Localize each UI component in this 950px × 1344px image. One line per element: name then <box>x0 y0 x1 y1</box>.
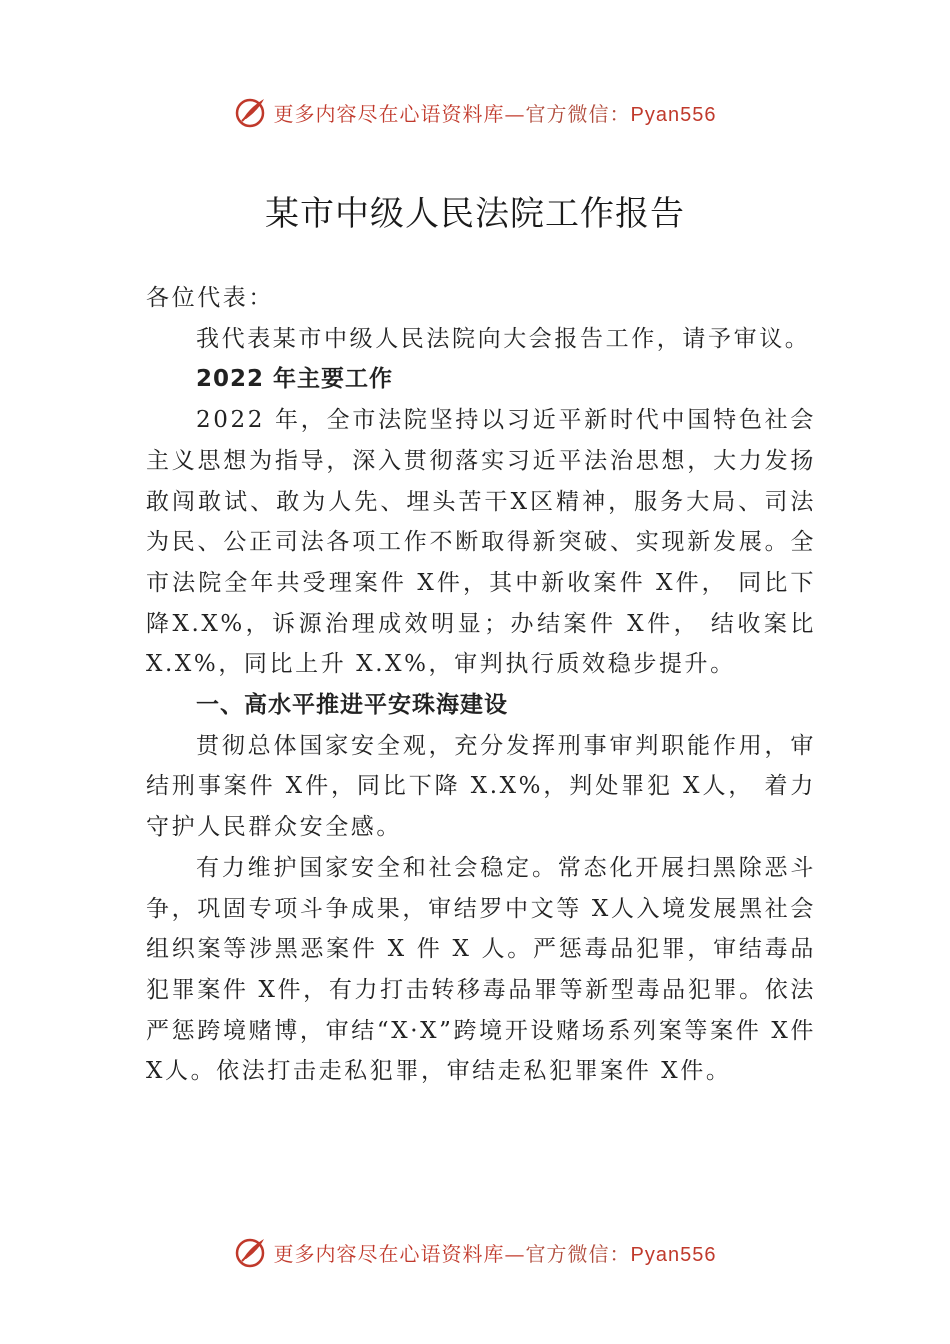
paragraph-2: 贯彻总体国家安全观，充分发挥刑事审判职能作用，审结刑事案件 X件，同比下降 X.X%，判处罪犯 X人， 着力守护人民群众安全感。 <box>146 732 816 841</box>
paragraph-1: 2022 年，全市法院坚持以习近平新时代中国特色社会主义思想为指导，深入贯彻落实习近平法治思想，大力发扬敢闯敢试、敢为人先、埋头苦干X区精神，服务大局、司法为民、公正司法各项工作不断取得新突破、实现新发展。全市法院全年共受理案件 X件，其中新收案件 X件， 同比下降X.X%，诉源治理成效明显；办结案件 X件， 结收案比X.X%，同比上升 X.X%，审判执行质效稳步提升。 <box>146 407 816 678</box>
intro-paragraph: 我代表某市中级人民法院向大会报告工作，请予审议。 <box>196 325 811 352</box>
quill-logo-icon <box>234 1235 268 1269</box>
subheading-1: 一、高水平推进平安珠海建设 <box>196 692 508 719</box>
watermark-banner-bottom <box>0 1232 950 1272</box>
salutation: 各位代表： <box>146 285 274 311</box>
document-body <box>146 278 816 1092</box>
section-heading: 2022 年主要工作 <box>196 366 394 393</box>
watermark-text: 更多内容尽在心语资料库—官方微信：Pyan556 <box>273 1241 717 1266</box>
watermark-text: 更多内容尽在心语资料库—官方微信：Pyan556 <box>273 101 717 126</box>
watermark-banner-top <box>0 92 950 132</box>
quill-logo-icon <box>234 95 268 129</box>
paragraph-3: 有力维护国家安全和社会稳定。常态化开展扫黑除恶斗争，巩固专项斗争成果，审结罗中文等 X人入境发展黑社会组织案等涉黑恶案件 X 件 X 人。严惩毒品犯罪，审结毒品犯罪案件 X件，有力打击转移毒品罪等新型毒品犯罪。依法严惩跨境赌博，审结“X·X”跨境开设赌场系列案等案件 X件 X人。依法打击走私犯罪，审结走私犯罪案件 X件。 <box>146 854 816 1085</box>
document-title: 某市中级人民法院工作报告 <box>265 194 685 234</box>
